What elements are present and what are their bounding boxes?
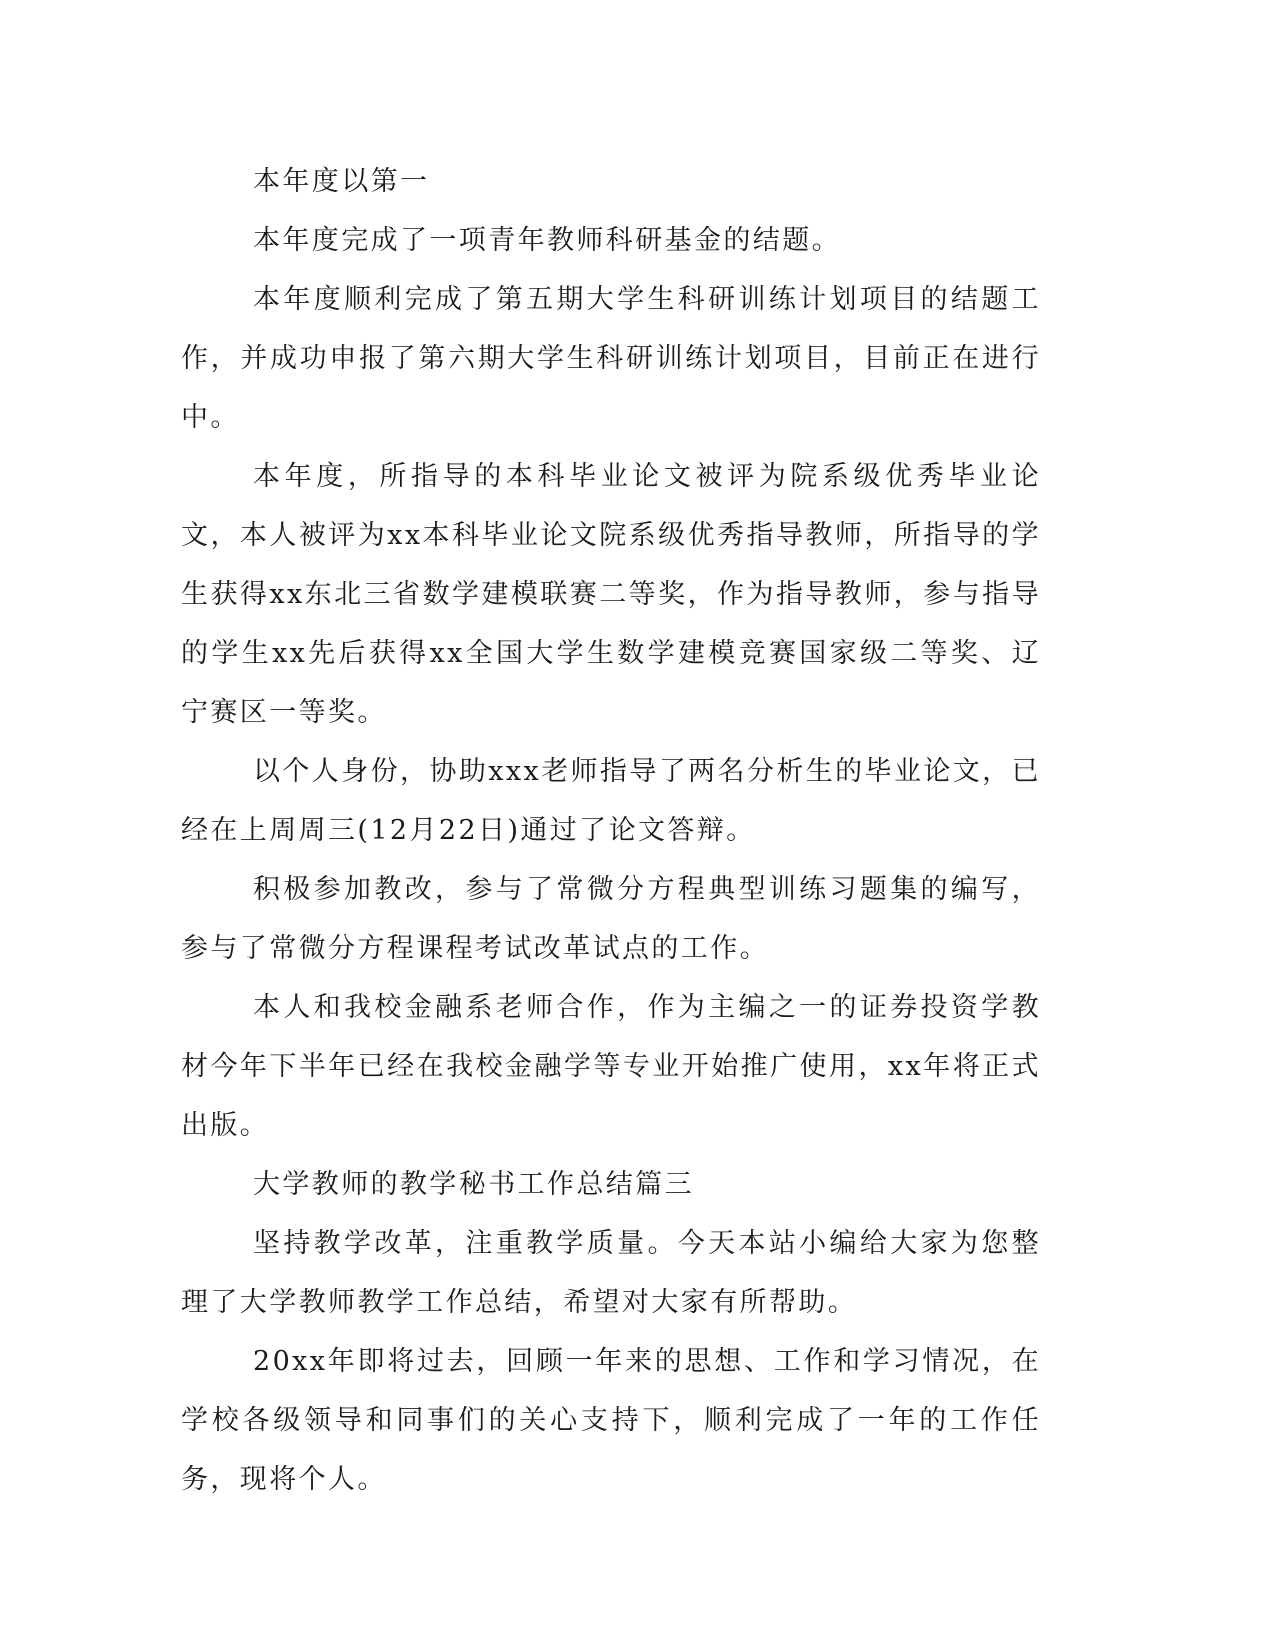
paragraph-3: 本年度顺利完成了第五期大学生科研训练计划项目的结题工作，并成功申报了第六期大学生科研训练计划项目，目前正在进行中。: [181, 284, 1041, 433]
section-heading: 大学教师的教学秘书工作总结篇三: [253, 1169, 694, 1200]
paragraph-7: 本人和我校金融系老师合作，作为主编之一的证券投资学教材今年下半年已经在我校金融学等专业开始推广使用，xx年将正式出版。: [181, 992, 1041, 1141]
paragraph-6: 积极参加教改，参与了常微分方程典型训练习题集的编写，参与了常微分方程课程考试改革试点的工作。: [181, 874, 1041, 964]
paragraph-9: 坚持教学改革，注重教学质量。今天本站小编给大家为您整理了大学教师教学工作总结，希望对大家有所帮助。: [181, 1228, 1041, 1318]
paragraph-4: 本年度，所指导的本科毕业论文被评为院系级优秀毕业论文，本人被评为xx本科毕业论文院系级优秀指导教师，所指导的学生获得xx东北三省数学建模联赛二等奖，作为指导教师，参与指导的学生xx先后获得xx全国大学生数学建模竞赛国家级二等奖、辽宁赛区一等奖。: [181, 461, 1041, 728]
paragraph-2: 本年度完成了一项青年教师科研基金的结题。: [253, 225, 841, 256]
paragraph-10: 20xx年即将过去，回顾一年来的思想、工作和学习情况，在学校各级领导和同事们的关心支持下，顺利完成了一年的工作任务，现将个人。: [181, 1346, 1041, 1495]
paragraph-1: 本年度以第一: [253, 166, 430, 197]
paragraph-5: 以个人身份，协助xxx老师指导了两名分析生的毕业论文，已经在上周周三(12月22日)通过了论文答辩。: [181, 756, 1041, 846]
document-body: [181, 152, 1041, 1509]
